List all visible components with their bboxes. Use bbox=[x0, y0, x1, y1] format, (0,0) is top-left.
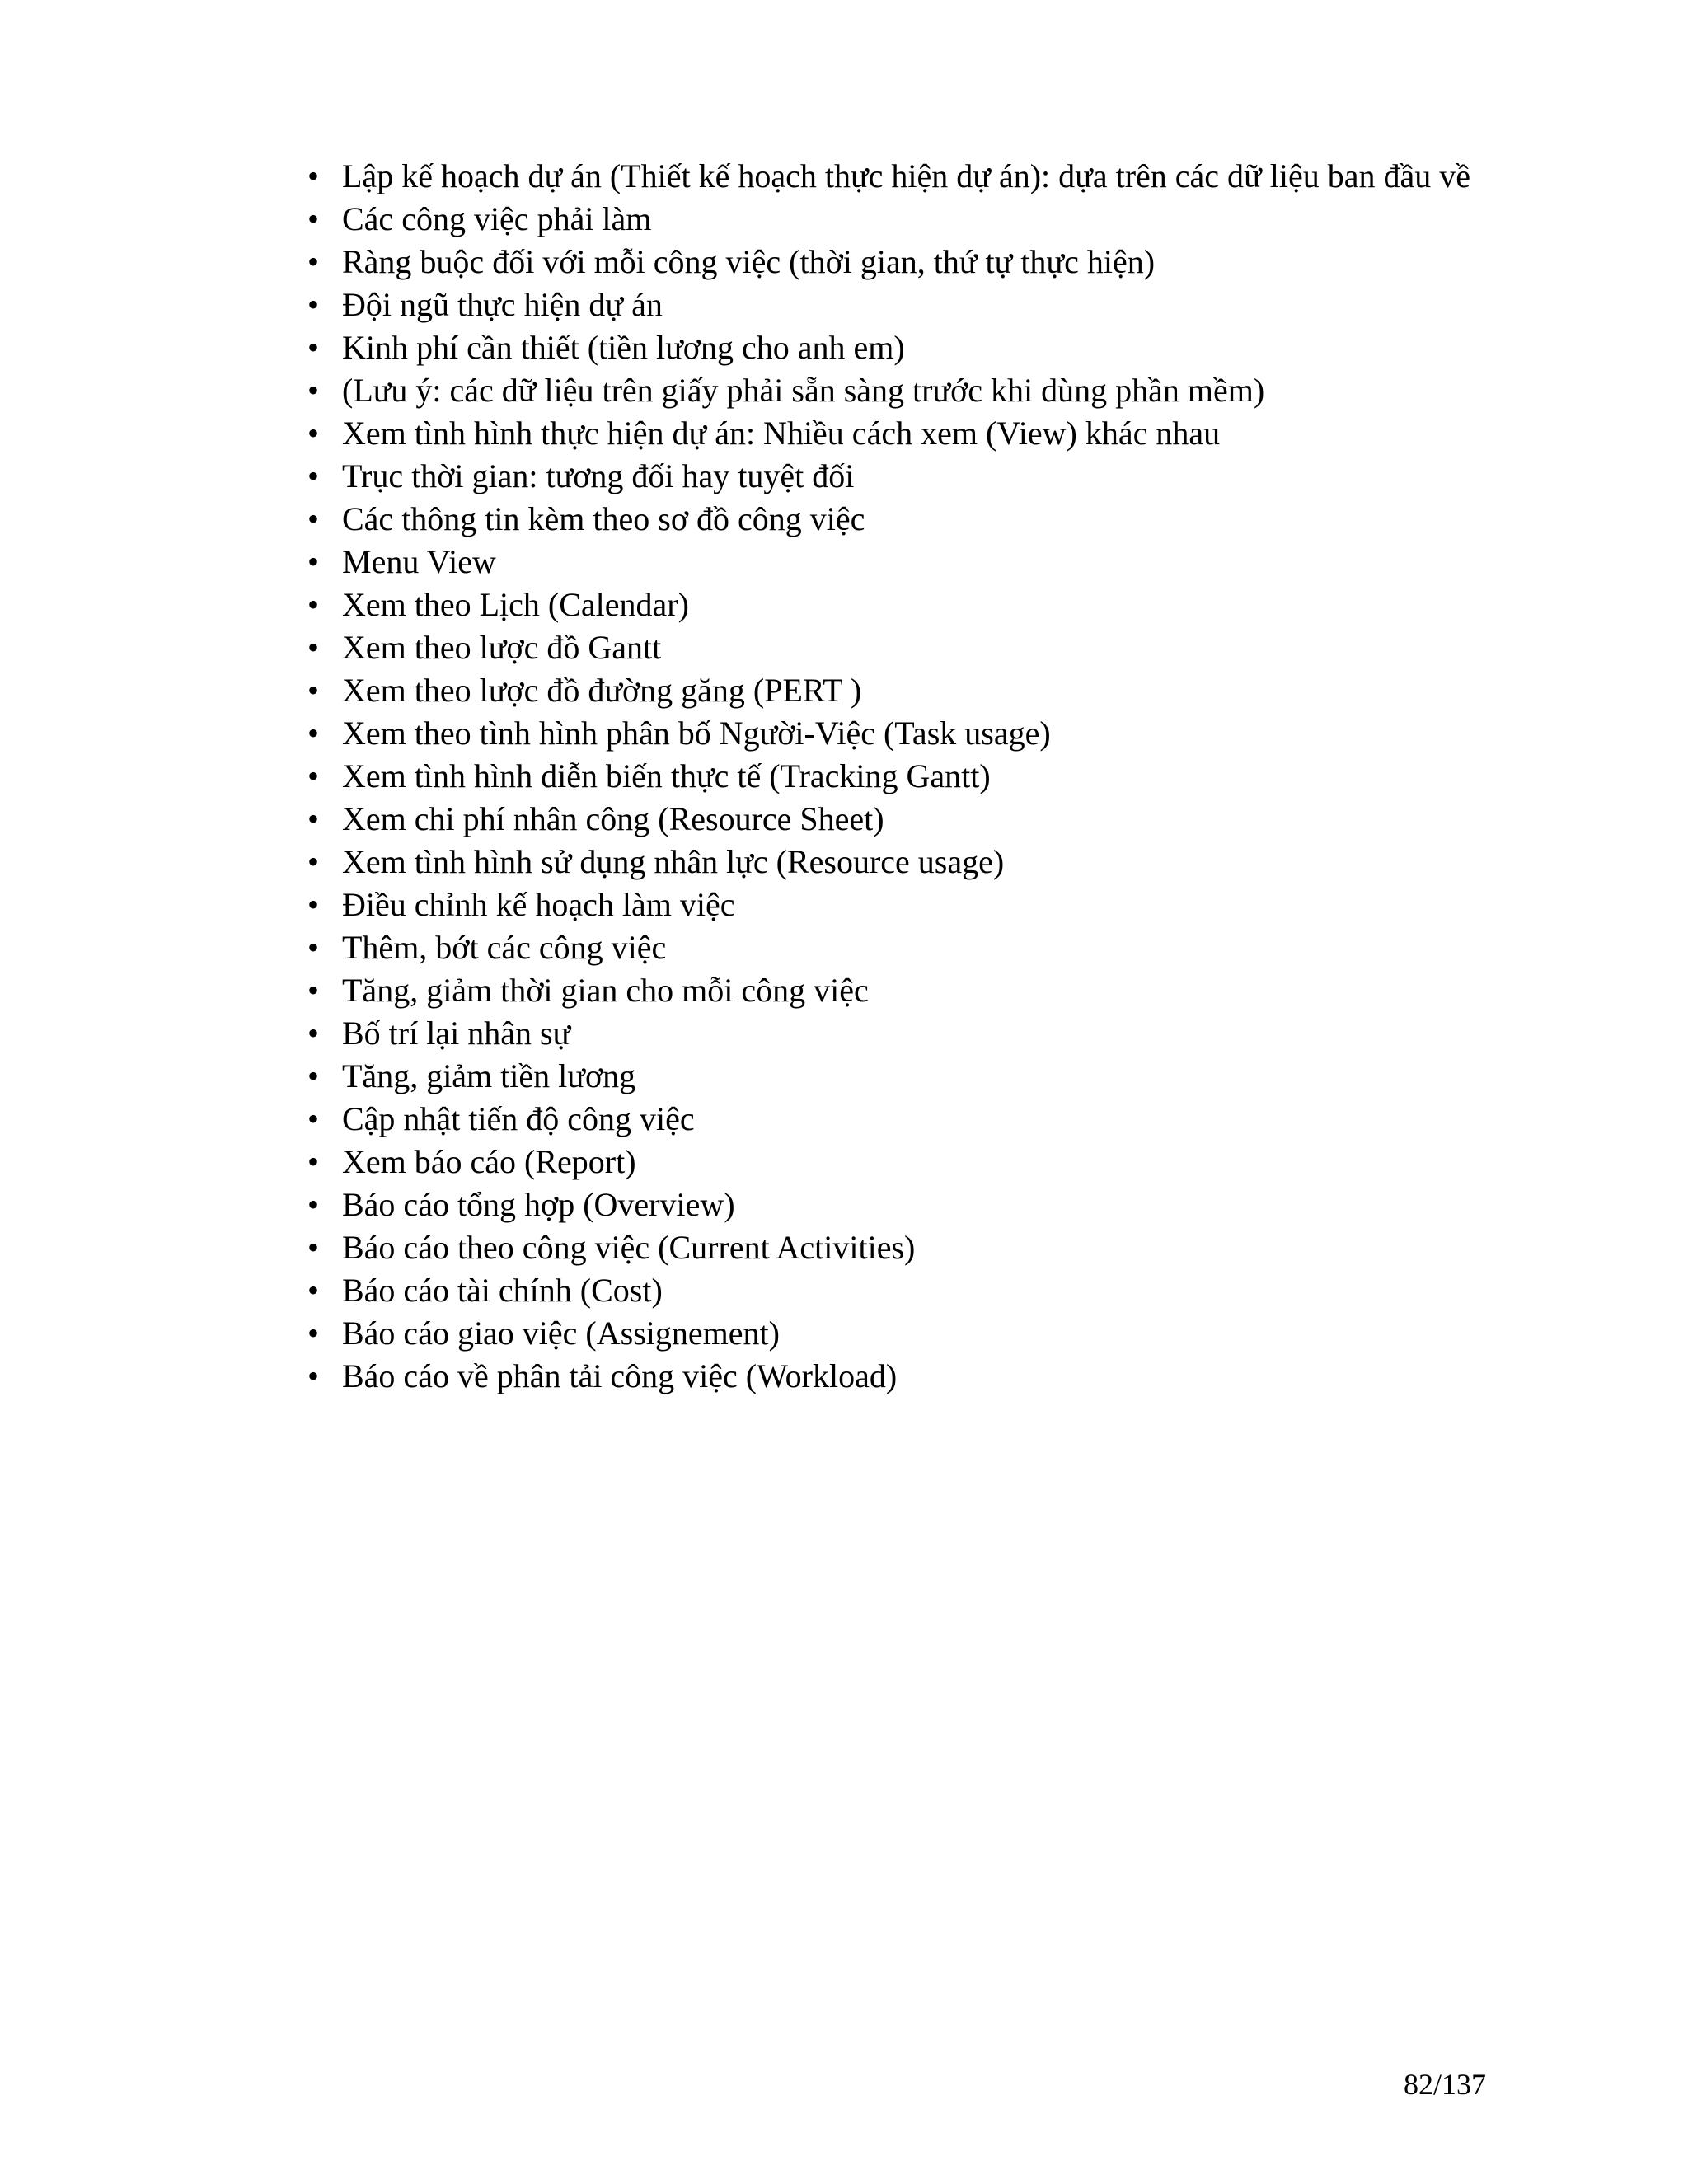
list-item-text: Báo cáo tổng hợp (Overview) bbox=[342, 1186, 735, 1223]
bullet-icon: • bbox=[307, 1315, 319, 1352]
list-item bbox=[297, 1312, 1500, 1355]
bullet-icon: • bbox=[307, 757, 319, 794]
list-item-text: Tăng, giảm thời gian cho mỗi công việc bbox=[342, 972, 869, 1009]
list-item-text: Báo cáo tài chính (Cost) bbox=[342, 1272, 663, 1309]
list-item bbox=[297, 1141, 1500, 1183]
list-item bbox=[297, 969, 1500, 1012]
list-item bbox=[297, 284, 1500, 326]
list-item bbox=[297, 498, 1500, 541]
bullet-icon: • bbox=[307, 243, 319, 280]
list-item bbox=[297, 1269, 1500, 1312]
list-item-text: Xem theo lược đồ đường găng (PERT ) bbox=[342, 672, 862, 709]
bullet-icon: • bbox=[307, 1229, 319, 1266]
list-item bbox=[297, 883, 1500, 926]
list-item-text: Trục thời gian: tương đối hay tuyệt đối bbox=[342, 457, 855, 494]
list-item-text: Kinh phí cần thiết (tiền lương cho anh em) bbox=[342, 329, 905, 366]
list-item bbox=[297, 455, 1500, 498]
list-item bbox=[297, 583, 1500, 626]
list-item-text: Đội ngũ thực hiện dự án bbox=[342, 286, 663, 323]
bullet-icon: • bbox=[307, 500, 319, 537]
list-item-text: Điều chỉnh kế hoạch làm việc bbox=[342, 886, 735, 923]
list-item-text: Các công việc phải làm bbox=[342, 200, 652, 237]
list-item bbox=[297, 798, 1500, 841]
list-item bbox=[297, 1355, 1500, 1398]
list-item bbox=[297, 626, 1500, 669]
bullet-icon: • bbox=[307, 972, 319, 1009]
list-item bbox=[297, 755, 1500, 798]
list-item-text: Báo cáo về phân tải công việc (Workload) bbox=[342, 1357, 898, 1394]
bullet-icon: • bbox=[307, 1272, 319, 1309]
bullet-icon: • bbox=[307, 1186, 319, 1223]
list-item-text: Lập kế hoạch dự án (Thiết kế hoạch thực hiện dự án): dựa trên các dữ liệu ban đầu về bbox=[342, 157, 1470, 194]
list-item bbox=[297, 155, 1500, 198]
list-item bbox=[297, 369, 1500, 412]
list-item-text: Ràng buộc đối với mỗi công việc (thời gian, thứ tự thực hiện) bbox=[342, 243, 1156, 280]
bullet-icon: • bbox=[307, 372, 319, 409]
bullet-icon: • bbox=[307, 1357, 319, 1394]
list-item-text: Bố trí lại nhân sự bbox=[342, 1015, 571, 1052]
list-item-text: Xem theo tình hình phân bố Người-Việc (Task usage) bbox=[342, 715, 1051, 752]
list-item bbox=[297, 1183, 1500, 1226]
bullet-icon: • bbox=[307, 543, 319, 580]
list-item-text: Xem báo cáo (Report) bbox=[342, 1143, 636, 1180]
list-item bbox=[297, 712, 1500, 755]
list-item bbox=[297, 669, 1500, 712]
bullet-icon: • bbox=[307, 1100, 319, 1137]
bullet-icon: • bbox=[307, 1143, 319, 1180]
list-item bbox=[297, 1226, 1500, 1269]
list-item bbox=[297, 412, 1500, 455]
list-item bbox=[297, 841, 1500, 883]
list-item-text: Xem theo lược đồ Gantt bbox=[342, 629, 662, 666]
list-item-text: Báo cáo theo công việc (Current Activities) bbox=[342, 1229, 916, 1266]
bullet-icon: • bbox=[307, 715, 319, 752]
list-item bbox=[297, 241, 1500, 284]
list-item bbox=[297, 926, 1500, 969]
bullet-icon: • bbox=[307, 672, 319, 709]
bullet-icon: • bbox=[307, 843, 319, 880]
list-item-text: Xem theo Lịch (Calendar) bbox=[342, 586, 689, 623]
list-item-text: Menu View bbox=[342, 543, 496, 580]
bullet-icon: • bbox=[307, 157, 319, 194]
page-number: 82/137 bbox=[1403, 2068, 1486, 2101]
list-item-text: Thêm, bớt các công việc bbox=[342, 929, 667, 966]
list-item-text: Xem tình hình diễn biến thực tế (Tracking Gantt) bbox=[342, 757, 991, 794]
list-item bbox=[297, 1012, 1500, 1055]
list-item bbox=[297, 326, 1500, 369]
list-item-text: Xem chi phí nhân công (Resource Sheet) bbox=[342, 800, 884, 837]
list-item-text: Xem tình hình sử dụng nhân lực (Resource usage) bbox=[342, 843, 1005, 880]
list-item bbox=[297, 1055, 1500, 1098]
list-item-text: Xem tình hình thực hiện dự án: Nhiều cách xem (View) khác nhau bbox=[342, 415, 1221, 452]
list-item bbox=[297, 198, 1500, 241]
bullet-icon: • bbox=[307, 929, 319, 966]
list-item bbox=[297, 541, 1500, 583]
list-item-text: (Lưu ý: các dữ liệu trên giấy phải sẵn sàng trước khi dùng phần mềm) bbox=[342, 372, 1265, 409]
bullet-icon: • bbox=[307, 1057, 319, 1094]
list-item bbox=[297, 1098, 1500, 1141]
list-item-text: Tăng, giảm tiền lương bbox=[342, 1057, 636, 1094]
bullet-icon: • bbox=[307, 586, 319, 623]
bullet-icon: • bbox=[307, 1015, 319, 1052]
bullet-icon: • bbox=[307, 629, 319, 666]
list-item-text: Cập nhật tiến độ công việc bbox=[342, 1100, 695, 1137]
bullet-list bbox=[297, 155, 1500, 1398]
bullet-icon: • bbox=[307, 886, 319, 923]
list-item-text: Báo cáo giao việc (Assignement) bbox=[342, 1315, 780, 1352]
list-item-text: Các thông tin kèm theo sơ đồ công việc bbox=[342, 500, 865, 537]
bullet-icon: • bbox=[307, 286, 319, 323]
bullet-icon: • bbox=[307, 800, 319, 837]
bullet-icon: • bbox=[307, 415, 319, 452]
bullet-icon: • bbox=[307, 457, 319, 494]
bullet-icon: • bbox=[307, 200, 319, 237]
bullet-icon: • bbox=[307, 329, 319, 366]
